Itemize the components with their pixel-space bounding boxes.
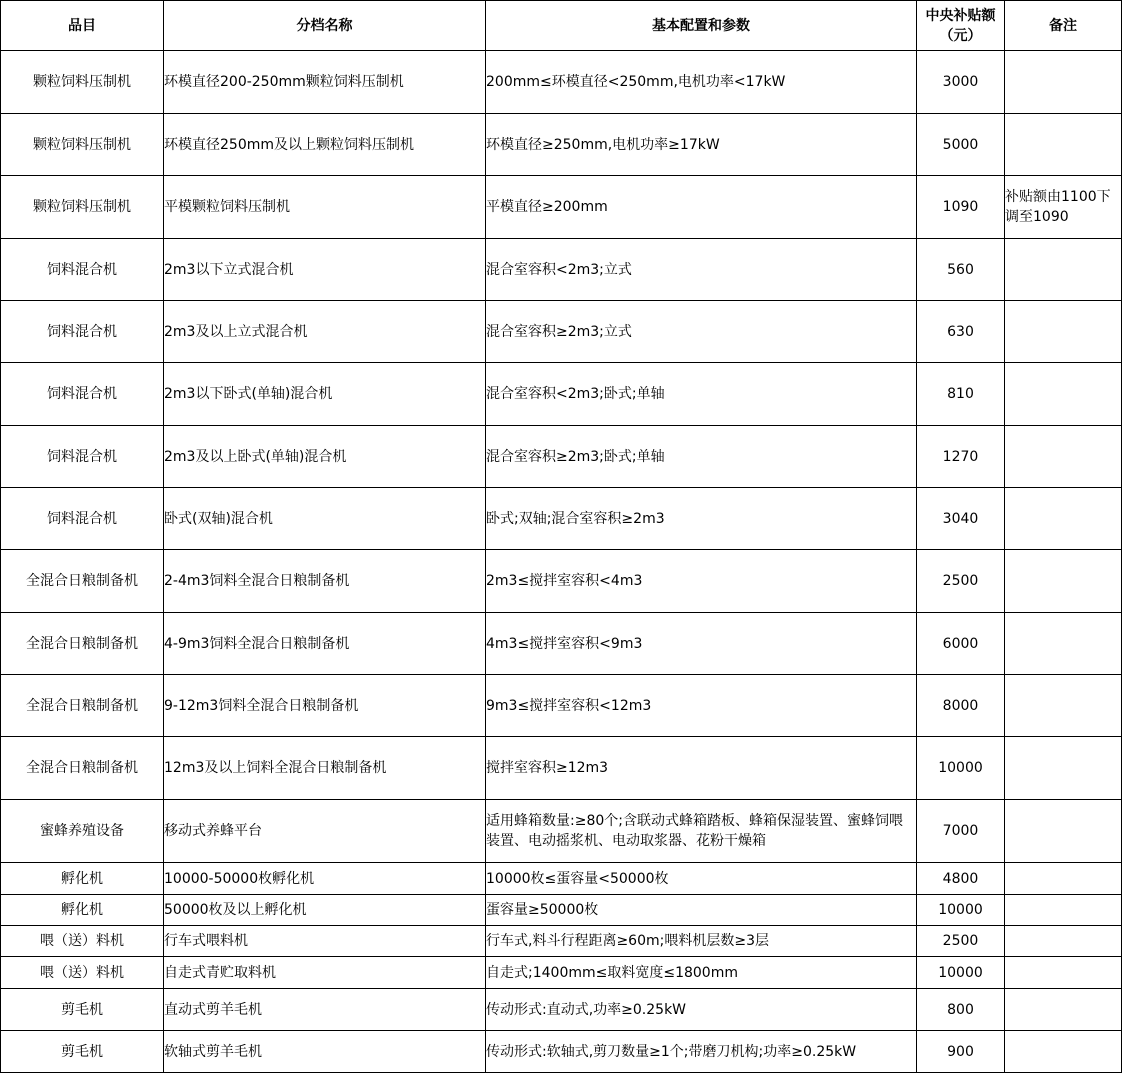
item-cell: 全混合日粮制备机	[1, 675, 164, 737]
item-cell: 饲料混合机	[1, 363, 164, 426]
note-cell	[1005, 550, 1122, 613]
tier-cell: 自走式青贮取料机	[164, 957, 486, 989]
header-amount: 中央补贴额（元）	[917, 1, 1005, 51]
note-cell	[1005, 926, 1122, 957]
amount-cell: 560	[917, 239, 1005, 301]
table-row	[1, 800, 1122, 863]
item-cell: 孵化机	[1, 895, 164, 926]
note-cell	[1005, 863, 1122, 895]
note-cell	[1005, 301, 1122, 363]
note-cell	[1005, 989, 1122, 1031]
header-tier: 分档名称	[164, 1, 486, 51]
table-row	[1, 737, 1122, 800]
item-cell: 颗粒饲料压制机	[1, 176, 164, 239]
amount-cell: 10000	[917, 895, 1005, 926]
amount-cell: 3000	[917, 51, 1005, 114]
spec-cell: 混合室容积≥2m3;卧式;单轴	[486, 426, 917, 488]
spec-cell: 混合室容积<2m3;卧式;单轴	[486, 363, 917, 426]
note-cell	[1005, 114, 1122, 176]
amount-cell: 630	[917, 301, 1005, 363]
tier-cell: 50000枚及以上孵化机	[164, 895, 486, 926]
header-note: 备注	[1005, 1, 1122, 51]
table-row	[1, 239, 1122, 301]
table-row	[1, 114, 1122, 176]
amount-cell: 5000	[917, 114, 1005, 176]
tier-cell: 2m3及以上卧式(单轴)混合机	[164, 426, 486, 488]
spec-cell: 2m3≤搅拌室容积<4m3	[486, 550, 917, 613]
item-cell: 喂（送）料机	[1, 957, 164, 989]
spec-cell: 200mm≤环模直径<250mm,电机功率<17kW	[486, 51, 917, 114]
spec-cell: 9m3≤搅拌室容积<12m3	[486, 675, 917, 737]
spec-cell: 环模直径≥250mm,电机功率≥17kW	[486, 114, 917, 176]
table-row	[1, 675, 1122, 737]
tier-cell: 2m3以下卧式(单轴)混合机	[164, 363, 486, 426]
spec-cell: 蛋容量≥50000枚	[486, 895, 917, 926]
tier-cell: 软轴式剪羊毛机	[164, 1031, 486, 1073]
item-cell: 蜜蜂养殖设备	[1, 800, 164, 863]
spec-cell: 平模直径≥200mm	[486, 176, 917, 239]
table-row	[1, 989, 1122, 1031]
tier-cell: 2m3以下立式混合机	[164, 239, 486, 301]
note-cell	[1005, 426, 1122, 488]
amount-cell: 800	[917, 989, 1005, 1031]
header-item: 品目	[1, 1, 164, 51]
tier-cell: 环模直径200-250mm颗粒饲料压制机	[164, 51, 486, 114]
amount-cell: 3040	[917, 488, 1005, 550]
item-cell: 剪毛机	[1, 989, 164, 1031]
item-cell: 全混合日粮制备机	[1, 550, 164, 613]
amount-cell: 10000	[917, 957, 1005, 989]
header-row	[1, 1, 1122, 51]
amount-cell: 1270	[917, 426, 1005, 488]
item-cell: 饲料混合机	[1, 301, 164, 363]
item-cell: 全混合日粮制备机	[1, 737, 164, 800]
tier-cell: 环模直径250mm及以上颗粒饲料压制机	[164, 114, 486, 176]
amount-cell: 7000	[917, 800, 1005, 863]
tier-cell: 2m3及以上立式混合机	[164, 301, 486, 363]
spec-cell: 混合室容积≥2m3;立式	[486, 301, 917, 363]
spec-cell: 10000枚≤蛋容量<50000枚	[486, 863, 917, 895]
item-cell: 全混合日粮制备机	[1, 613, 164, 675]
table-row	[1, 613, 1122, 675]
note-cell	[1005, 1031, 1122, 1073]
spec-cell: 传动形式:软轴式,剪刀数量≥1个;带磨刀机构;功率≥0.25kW	[486, 1031, 917, 1073]
note-cell	[1005, 51, 1122, 114]
amount-cell: 1090	[917, 176, 1005, 239]
note-cell	[1005, 737, 1122, 800]
note-cell	[1005, 800, 1122, 863]
tier-cell: 10000-50000枚孵化机	[164, 863, 486, 895]
table-row	[1, 363, 1122, 426]
amount-cell: 4800	[917, 863, 1005, 895]
amount-cell: 900	[917, 1031, 1005, 1073]
note-cell: 补贴额由1100下调至1090	[1005, 176, 1122, 239]
table-row	[1, 488, 1122, 550]
item-cell: 饲料混合机	[1, 426, 164, 488]
item-cell: 饲料混合机	[1, 239, 164, 301]
amount-cell: 2500	[917, 550, 1005, 613]
tier-cell: 4-9m3饲料全混合日粮制备机	[164, 613, 486, 675]
note-cell	[1005, 239, 1122, 301]
table-row	[1, 926, 1122, 957]
amount-cell: 10000	[917, 737, 1005, 800]
header-spec: 基本配置和参数	[486, 1, 917, 51]
tier-cell: 9-12m3饲料全混合日粮制备机	[164, 675, 486, 737]
amount-cell: 2500	[917, 926, 1005, 957]
tier-cell: 卧式(双轴)混合机	[164, 488, 486, 550]
amount-cell: 810	[917, 363, 1005, 426]
table-row	[1, 895, 1122, 926]
table-row	[1, 176, 1122, 239]
tier-cell: 平模颗粒饲料压制机	[164, 176, 486, 239]
tier-cell: 移动式养蜂平台	[164, 800, 486, 863]
spec-cell: 行车式,料斗行程距离≥60m;喂料机层数≥3层	[486, 926, 917, 957]
table-row	[1, 550, 1122, 613]
note-cell	[1005, 895, 1122, 926]
tier-cell: 直动式剪羊毛机	[164, 989, 486, 1031]
note-cell	[1005, 675, 1122, 737]
spec-cell: 自走式;1400mm≤取料宽度≤1800mm	[486, 957, 917, 989]
item-cell: 颗粒饲料压制机	[1, 114, 164, 176]
table-row	[1, 51, 1122, 114]
table-row	[1, 1031, 1122, 1073]
item-cell: 剪毛机	[1, 1031, 164, 1073]
table-row	[1, 957, 1122, 989]
tier-cell: 行车式喂料机	[164, 926, 486, 957]
spec-cell: 传动形式:直动式,功率≥0.25kW	[486, 989, 917, 1031]
tier-cell: 2-4m3饲料全混合日粮制备机	[164, 550, 486, 613]
note-cell	[1005, 363, 1122, 426]
amount-cell: 8000	[917, 675, 1005, 737]
item-cell: 饲料混合机	[1, 488, 164, 550]
table-row	[1, 863, 1122, 895]
note-cell	[1005, 957, 1122, 989]
note-cell	[1005, 488, 1122, 550]
spec-cell: 4m3≤搅拌室容积<9m3	[486, 613, 917, 675]
item-cell: 颗粒饲料压制机	[1, 51, 164, 114]
amount-cell: 6000	[917, 613, 1005, 675]
item-cell: 喂（送）料机	[1, 926, 164, 957]
spec-cell: 卧式;双轴;混合室容积≥2m3	[486, 488, 917, 550]
spec-cell: 适用蜂箱数量:≥80个;含联动式蜂箱踏板、蜂箱保湿装置、蜜蜂饲喂装置、电动摇浆机、电动取浆器、花粉干燥箱	[486, 800, 917, 863]
table-row	[1, 301, 1122, 363]
note-cell	[1005, 613, 1122, 675]
item-cell: 孵化机	[1, 863, 164, 895]
spec-cell: 混合室容积<2m3;立式	[486, 239, 917, 301]
table-row	[1, 426, 1122, 488]
spec-cell: 搅拌室容积≥12m3	[486, 737, 917, 800]
tier-cell: 12m3及以上饲料全混合日粮制备机	[164, 737, 486, 800]
